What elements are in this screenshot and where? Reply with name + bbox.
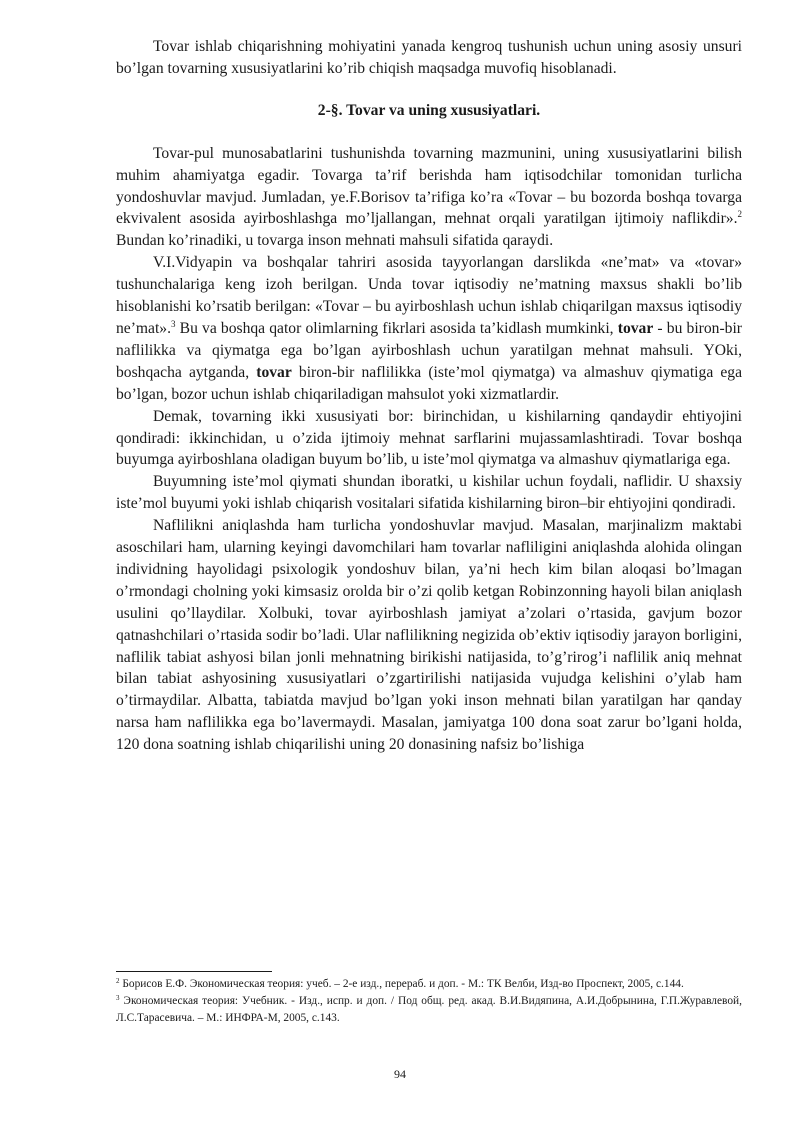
paragraph-use-value: Buyumning iste’mol qiymati shundan iboratki, u kishilar uchun foydali, naflidir. U shaxsiy iste’mol buyumi yoki ishlab chiqarish vositalari sifatida kishilarning biron–bir ehtiyojini qondiradi. [116, 473, 742, 513]
paragraph-definition-vidyapin: V.I.Vidyapin va boshqalar tahriri asosida tayyorlangan darslikda «ne’mat» va «tovar» tushunchalariga keng izoh berilgan. Unda tovar iqtisodiy ne’matning maxsus shakli bo’lib hisoblanishi ko’rsatib berilgan: «Tovar – bu ayirboshlash uchun ishlab chiqarilgan maxsus iqtisodiy ne’mat».$^3$ Bu va boshqa qator olimlarning fikrlari asosida ta’kidlash mumkinki, tovar - bu biron-bir naflilikka va qiymatga ega bo’lgan ayirboshlash uchun yaratilgan mehnat mahsuli. YOki, boshqacha aytganda, tovar biron-bir naflilikka (iste’mol qiymatga) va almashuv qiymatiga ega bo’lgan, bozor uchun ishlab chiqariladigan mahsulot yoki xizmatlardir. [116, 254, 743, 403]
page-number: 94 [394, 1067, 406, 1081]
footnote-ref-3[interactable]: 3 [171, 318, 176, 329]
footnotes [116, 976, 742, 1027]
paragraph-two-properties: Demak, tovarning ikki xususiyati bor: birinchidan, u kishilarning qandaydir ehtiyojini qondiradi: ikkinchidan, u o’zida ijtimoiy mehnat sarflarini mujassamlashtiradi. Tovar boshqa buyumga ayirboshlana oladigan buyum bo’lib, u iste’mol qiymatga va almashuv qiymatlariga ega. [116, 407, 742, 469]
footnote-2: $^2$ Борисов Е.Ф. Экономическая теория: учеб. – 2-е изд., перераб. и доп. - М.: ТК Велби, Изд-во Проспект, 2005, с.144. [116, 977, 684, 990]
footnote-3: $^3$ Экономическая теория: Учебник. - Изд., испр. и доп. / Под общ. ред. акад. В.И.Видяпина, А.И.Добрынина, Г.П.Журавлевой, Л.С.Тарасевича. – М.: ИНФРА-М, 2005, с.143. [116, 994, 742, 1024]
section-heading: 2-§. Tovar va uning xususiyatlari. [317, 101, 541, 119]
bold-term: tovar [617, 319, 654, 337]
body-text [116, 36, 742, 756]
footnote-separator [116, 971, 272, 972]
paragraph-utility: Naflilikni aniqlashda ham turlicha yondoshuvlar mavjud. Masalan, marjinalizm maktabi asoschilari ham, ularning keyingi davomchilari ham tovarlar nafliligini aniqlashda alohida olingan individning hayolidagi psixologik yondoshuv bilan, ya’ni hech kim bilan aloqasi bo’lmagan o’rmondagi cholning yoki kimsasiz orolda bir o’zi qolib ketgan Robinzonning hayoli bilan aniqlash usulini qo’llaydilar. Xolbuki, tovar ayirboshlash jamiyat a’zolari o’rtasida, gavjum bozor qatnashchilari o’rtasida sodir bo’ladi. Ular naflilikning negizida ob’ektiv iqtisodiy jarayon borligini, naflilik tabiat ashyosi bilan jonli mehnatning birikishi natijasida, to’g’rirog’i naflilik aniq mehnat bilan tabiat ashyosining xususiyatlari o’zgartirilishi natijasida vujudga kelishini o’ylab ham o’tirmaydilar. Albatta, tabiatda mavjud bo’lgan yoki inson mehnati bilan yaratilgan har qanday narsa ham naflilikka ega bo’lavermaydi. Masalan, jamiyatga 100 dona soat zarur bo’lgani holda, 120 dona soatning ishlab chiqarilishi uning 20 donasining nafsiz bo’lishiga [116, 517, 742, 754]
paragraph-definition-borisov: Tovar-pul munosabatlarini tushunishda tovarning mazmunini, uning xususiyatlarini bilish muhim ahamiyatga egadir. Tovarga ta’rif berishda ham iqtisodchilar tomonidan turlicha yondoshuvlar mavjud. Jumladan, ye.F.Borisov ta’rifiga ko’ra «Tovar – bu bozorda boshqa tovarga ekvivalent asosida ayirboshlashga mo’ljallangan, mehnat orqali yaratilgan ijtimoiy naflikdir».$^2$ Bundan ko’rinadiki, u tovarga inson mehnati mahsuli sifatida qaraydi. [116, 144, 742, 250]
intro-paragraph: Tovar ishlab chiqarishning mohiyatini yanada kengroq tushunish uchun uning asosiy unsuri bo’lgan tovarning xususiyatlarini ko’rib chiqish maqsadga muvofiq hisoblanadi. [116, 38, 742, 77]
footnote-ref-2[interactable]: 2 [737, 209, 742, 220]
bold-term: tovar [256, 363, 292, 381]
